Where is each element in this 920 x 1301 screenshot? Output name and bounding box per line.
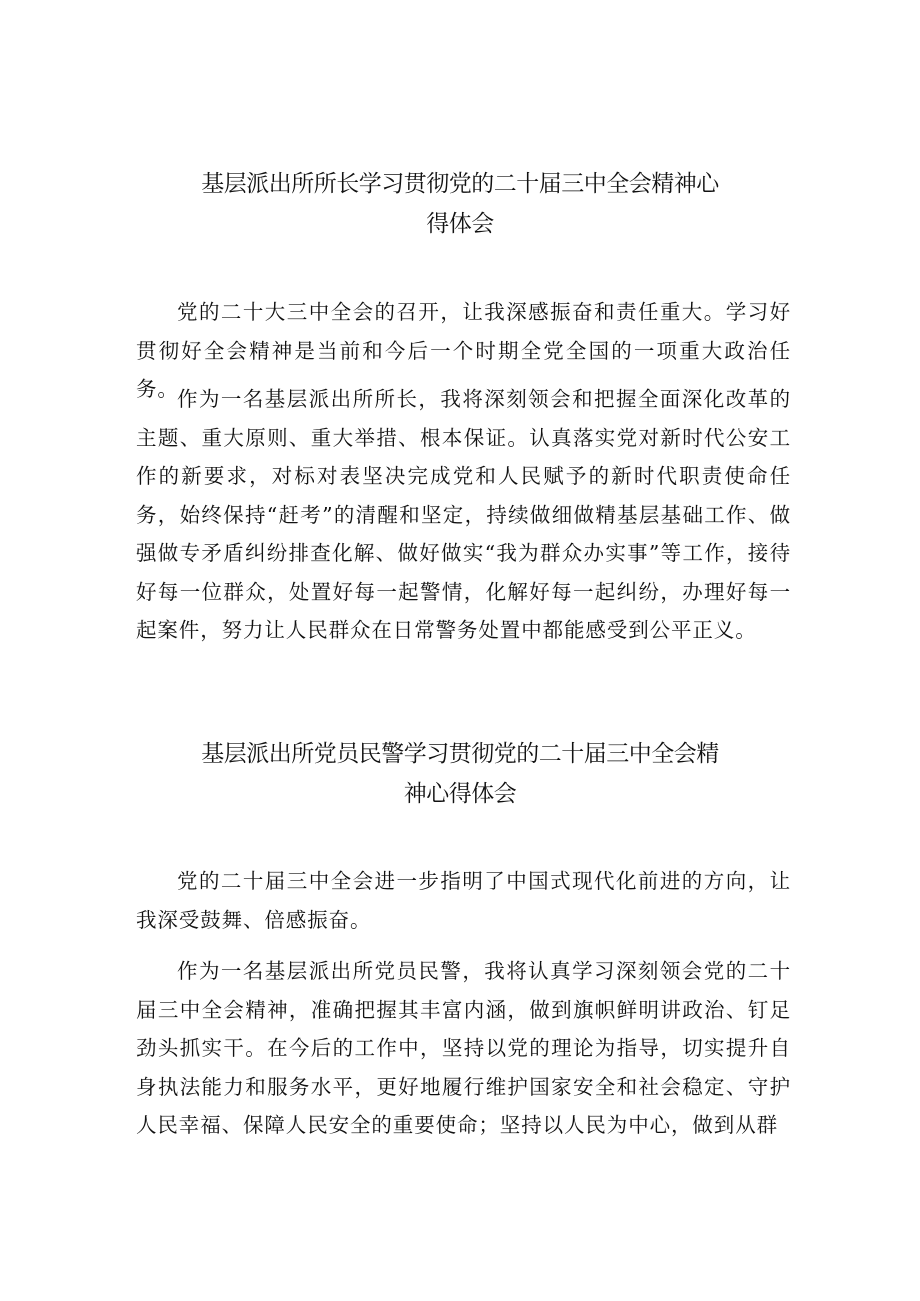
section-1-paragraph-2: 作为一名基层派出所所长，我将深刻领会和把握全面深化改革的主题、重大原则、重大举措、根本保证。认真落实党对新时代公安工作的新要求，对标对表坚决完成党和人民赋予的新时代职责使命任务，始终保持“赶考”的清醒和坚定，持续做细做精基层基础工作、做强做专矛盾纠纷排查化解、做好做实“我为群众办实事”等工作，接待好每一位群众，处置好每一起警情，化解好每一起纠纷，办理好每一起案件，努力让人民群众在日常警务处置中都能感受到公平正义。 [136, 387, 791, 642]
section-2-title [0, 734, 920, 814]
section-2-title-line-2: 神心得体会 [403, 781, 517, 807]
section-1-title [0, 164, 920, 244]
section-1-title-line-1: 基层派出所所长学习贯彻党的二十届三中全会精神心 [201, 171, 719, 197]
section-1-title-line-2: 得体会 [426, 211, 494, 237]
section-2-paragraph-2: 作为一名基层派出所党员民警，我将认真学习深刻领会党的二十届三中全会精神，准确把握其丰富内涵，做到旗帜鲜明讲政治、钉足劲头抓实干。在今后的工作中，坚持以党的理论为指导，切实提升自身执法能力和服务水平，更好地履行维护国家安全和社会稳定、守护人民幸福、保障人民安全的重要使命；坚持以人民为中心，做到从群 [136, 959, 791, 1137]
section-1-paragraph-1: 党的二十大三中全会的召开，让我深感振奋和责任重大。学习好贯彻好全会精神是当前和今后一个时期全党全国的一项重大政治任务。 [136, 300, 791, 401]
section-2-title-line-1: 基层派出所党员民警学习贯彻党的二十届三中全会精 [201, 741, 719, 767]
section-2-paragraph-1: 党的二十届三中全会进一步指明了中国式现代化前进的方向，让我深受鼓舞、倍感振奋。 [136, 869, 791, 932]
